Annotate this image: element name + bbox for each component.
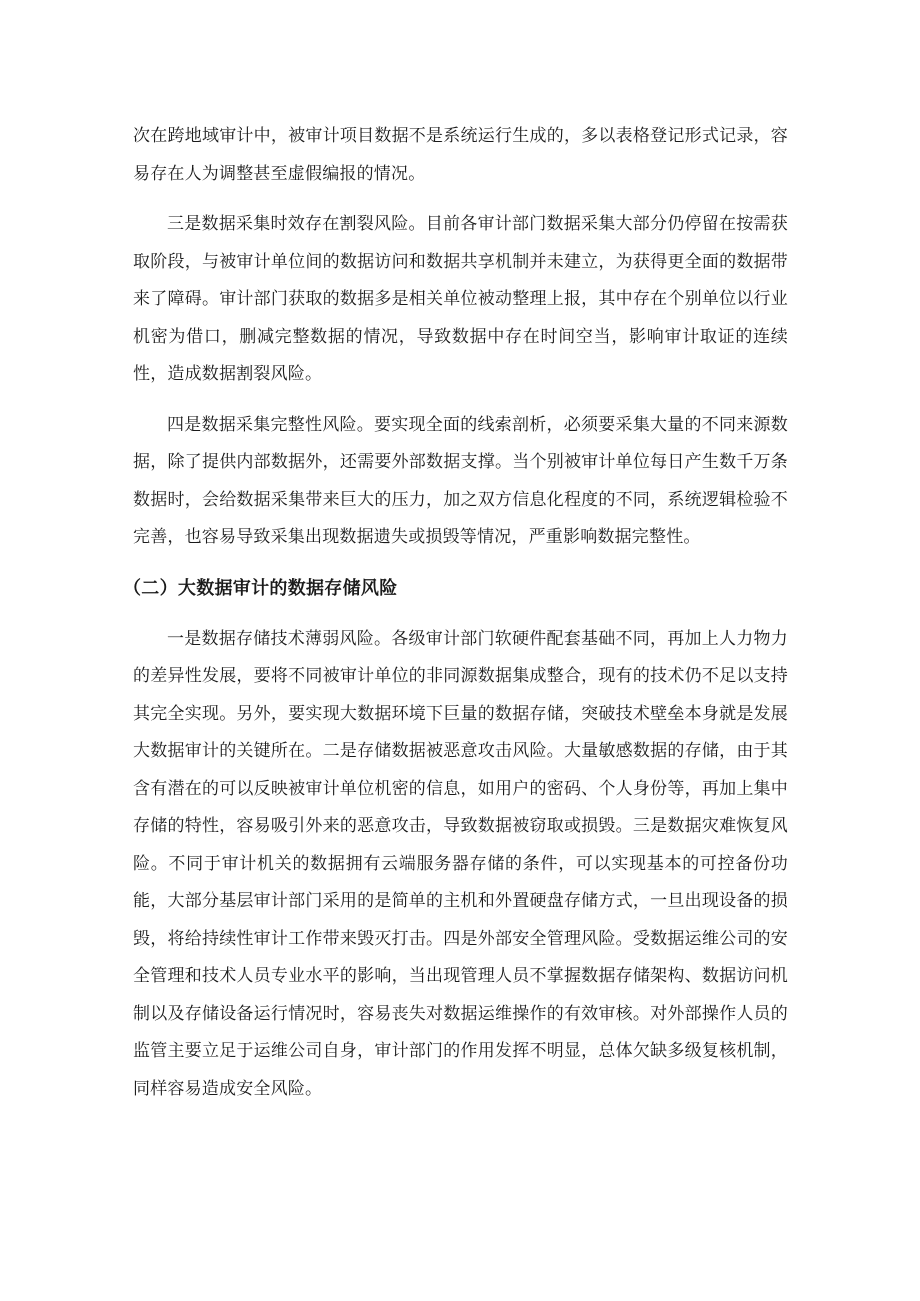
paragraph-gap [133, 608, 788, 621]
paragraph-storage-risks: 一是数据存储技术薄弱风险。各级审计部门软硬件配套基础不同，再加上人力物力的差异性发展，要将不同被审计单位的非同源数据集成整合，现有的技术仍不足以支持其完全实现。另外，要实现大数据环境下巨量的数据存储，突破技术壁垒本身就是发展大数据审计的关键所在。二是存储数据被恶意攻击风险。大量敏感数据的存储，由于其含有潜在的可以反映被审计单位机密的信息，如用户的密码、个人身份等，再加上集中存储的特性，容易吸引外来的恶意攻击，导致数据被窃取或损毁。三是数据灾难恢复风险。不同于审计机关的数据拥有云端服务器存储的条件，可以实现基本的可控备份功能，大部分基层审计部门采用的是简单的主机和外置硬盘存储方式，一旦出现设备的损毁，将给持续性审计工作带来毁灭打击。四是外部安全管理风险。受数据运维公司的安全管理和技术人员专业水平的影响，当出现管理人员不掌握数据存储架构、数据访问机制以及存储设备运行情况时，容易丧失对数据运维操作的有效审核。对外部操作人员的监管主要立足于运维公司自身，审计部门的作用发挥不明显，总体欠缺多级复核机制，同样容易造成安全风险。 [133, 628, 788, 1099]
paragraph-collection-completeness-risk: 四是数据采集完整性风险。要实现全面的线索剖析，必须要采集大量的不同来源数据，除了提供内部数据外，还需要外部数据支撑。当个别被审计单位每日产生数千万条数据时，会给数据采集带来巨大的压力，加之双方信息化程度的不同，系统逻辑检验不完善，也容易导致采集出现数据遗失或损毁等情况，严重影响数据完整性。 [133, 414, 788, 547]
paragraph-gap [133, 193, 788, 206]
paragraph-gap [133, 557, 788, 570]
section-heading-storage-risk: （二）大数据审计的数据存储风险 [123, 577, 398, 599]
paragraph-collection-timeliness-risk: 三是数据采集时效存在割裂风险。目前各审计部门数据采集大部分仍停留在按需获取阶段，与被审计单位间的数据访问和数据共享机制并未建立，为获得更全面的数据带来了障碍。审计部门获取的数据多是相关单位被动整理上报，其中存在个别单位以行业机密为借口，删减完整数据的情况，导致数据中存在时间空当，影响审计取证的连续性，造成数据割裂风险。 [133, 214, 788, 384]
paragraph-gap [133, 394, 788, 407]
document-body [123, 118, 788, 1108]
paragraph-continuation: 次在跨地域审计中，被审计项目数据不是系统运行生成的，多以表格登记形式记录，容易存在人为调整甚至虚假编报的情况。 [133, 126, 788, 184]
